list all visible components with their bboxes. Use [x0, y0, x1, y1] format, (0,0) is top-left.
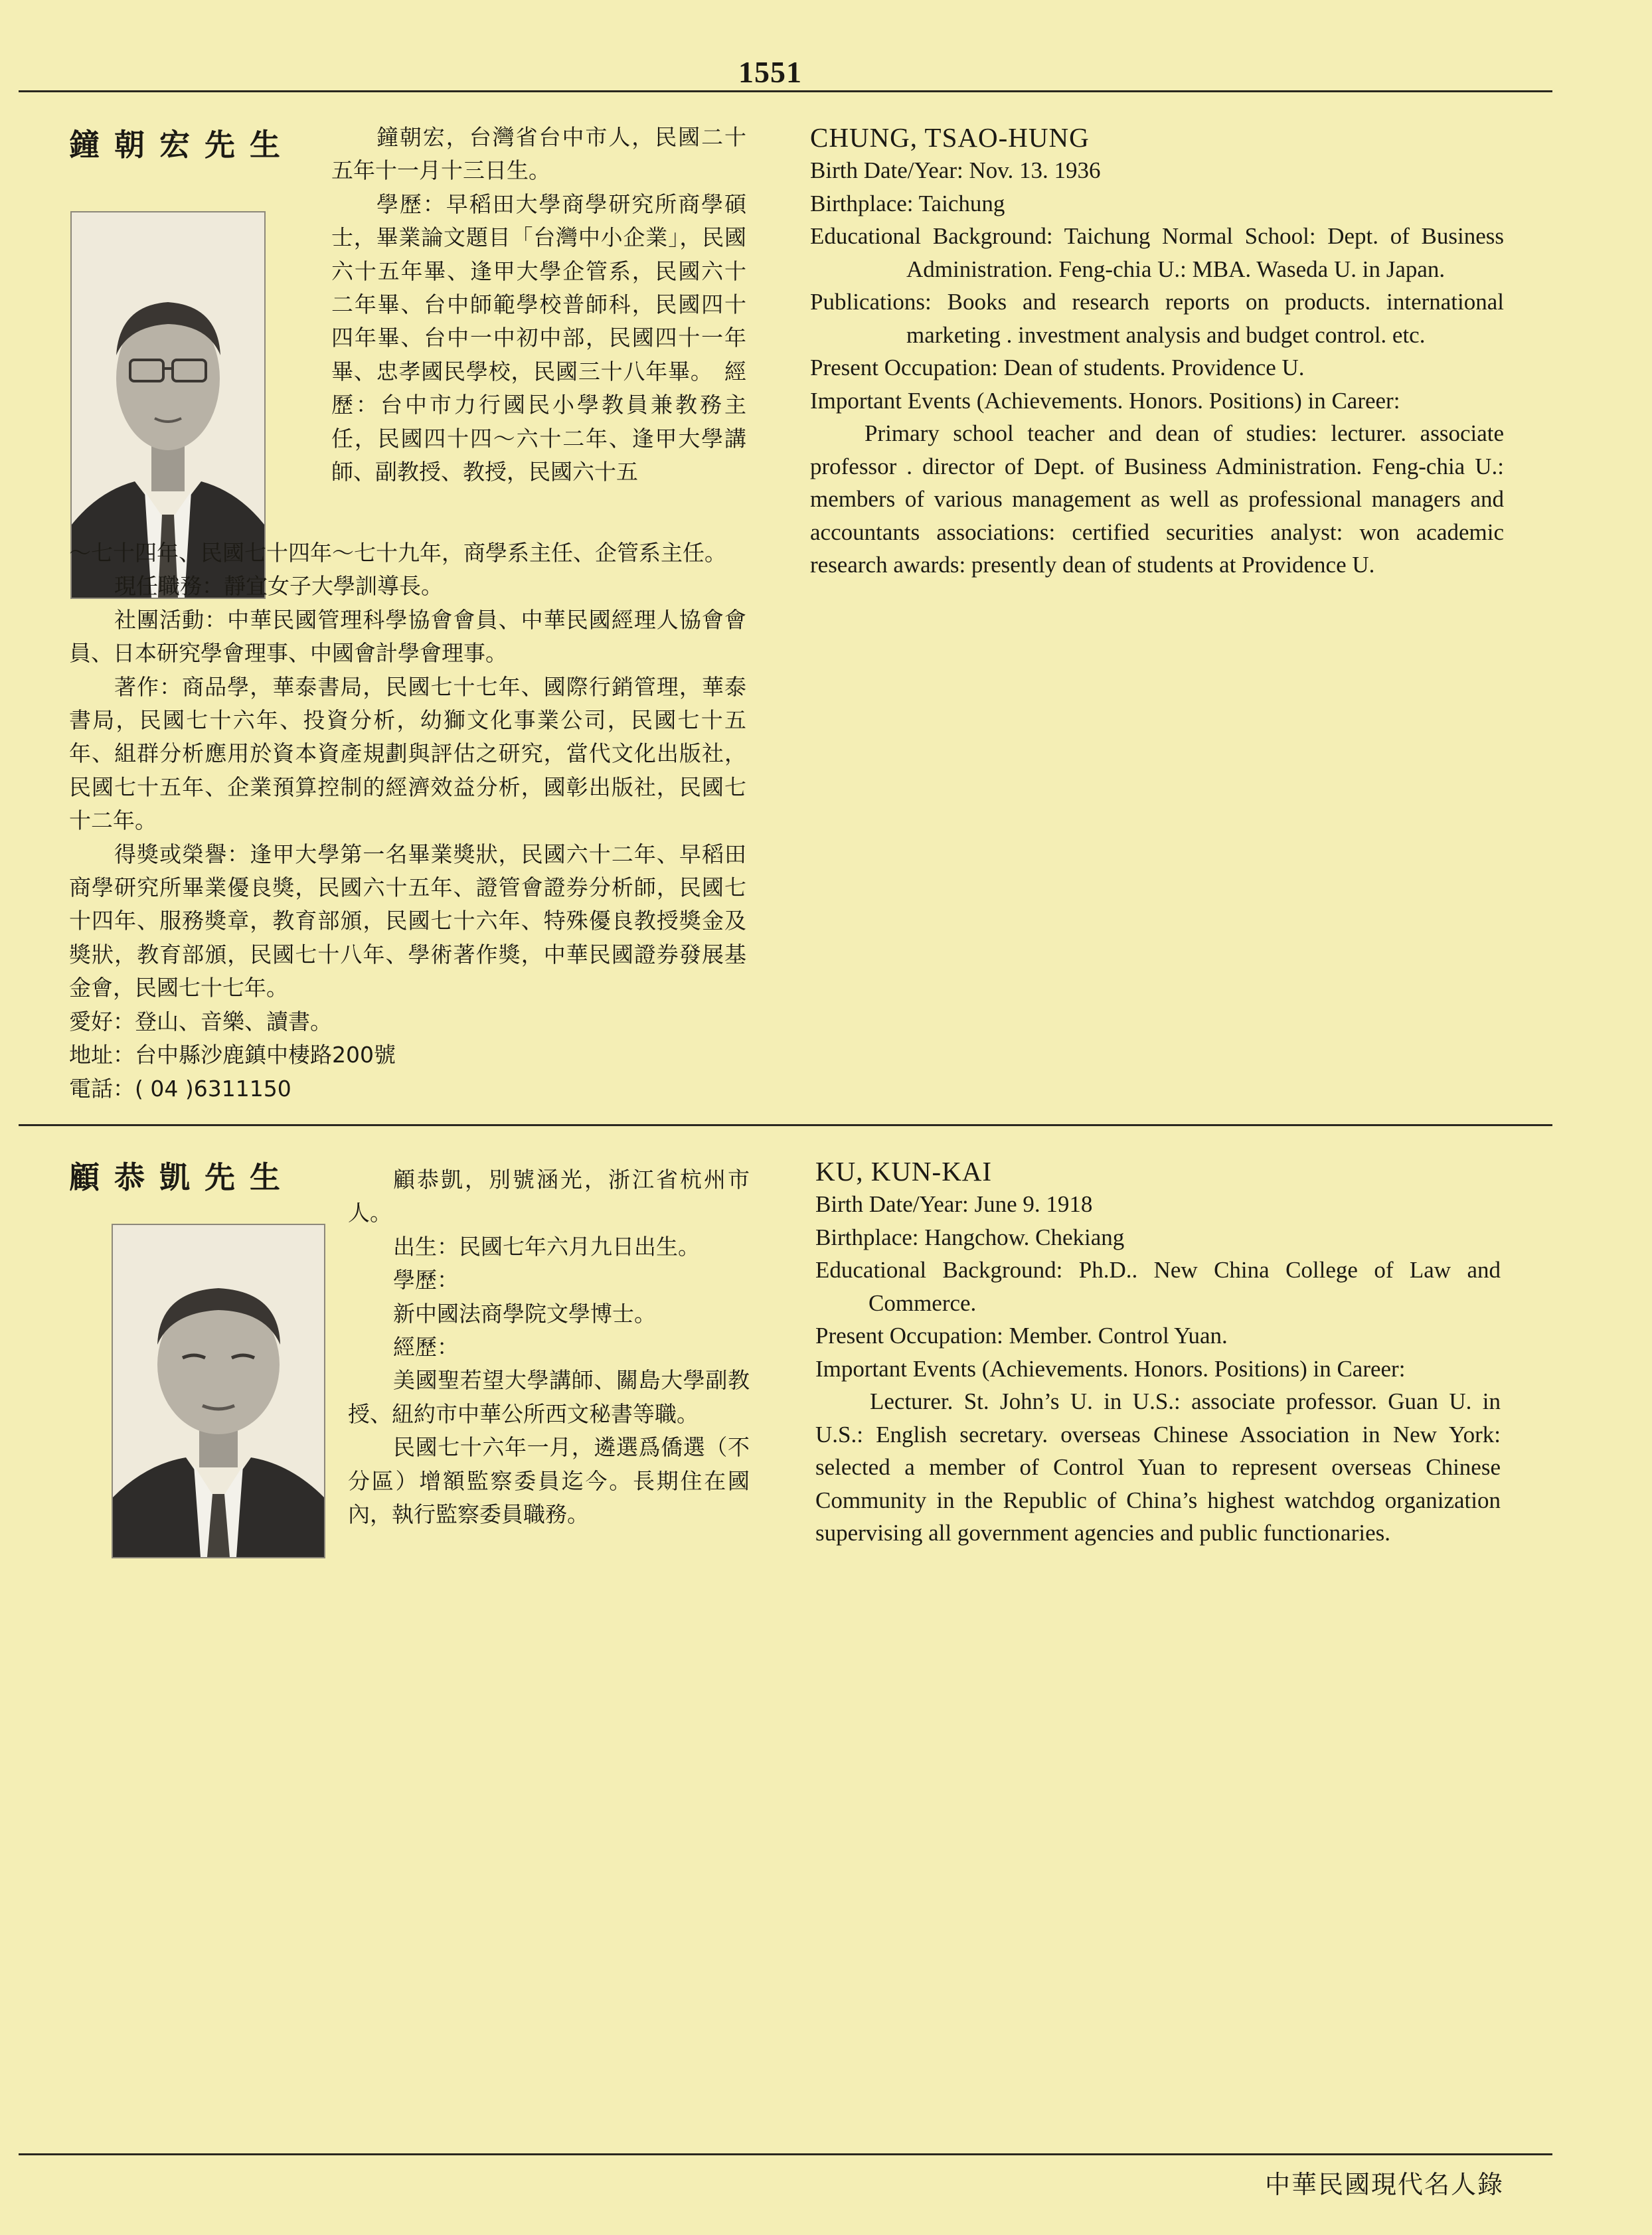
- chinese-paragraph: 顧恭凱，別號涵光，浙江省杭州市人。: [348, 1167, 750, 1226]
- chinese-paragraph: 愛好：登山、音樂、讀書。: [69, 1008, 332, 1035]
- chinese-paragraph: 美國聖若望大學講師、關島大學副教授、紐約市中華公所西文秘書等職。: [348, 1367, 750, 1427]
- entry-divider: [19, 1124, 1552, 1126]
- book-title-footer: 中華民國現代名人錄: [1264, 2170, 1504, 2199]
- page-number: 1551: [738, 55, 802, 89]
- english-field: Present Occupation: Dean of students. Providence U.: [810, 355, 1305, 380]
- chinese-bio-intro: [331, 121, 746, 489]
- biography-entry: [0, 1145, 1652, 1610]
- english-field: Present Occupation: Member. Control Yuan.: [815, 1323, 1228, 1349]
- chinese-name: 顧恭凱先生: [69, 1159, 295, 1195]
- chinese-paragraph: 現任職務：靜宜女子大學訓導長。: [114, 573, 443, 600]
- chinese-paragraph: 民國七十六年一月，遴選爲僑選（不分區）增額監察委員迄今。長期住在國內，執行監察委員職務。: [348, 1434, 750, 1528]
- chinese-paragraph: 經歷：: [393, 1334, 459, 1361]
- bottom-rule: [19, 2153, 1552, 2155]
- chinese-bio-intro: [348, 1163, 750, 1531]
- english-field: Educational Background: Taichung Normal School: Dept. of Business Administration. Feng-chia U.: MBA. Waseda U. in Japan.: [810, 223, 1504, 282]
- english-column: [810, 121, 1504, 582]
- chinese-paragraph: ～七十四年、民國七十四年～七十九年，商學系主任、企管系主任。: [69, 540, 726, 566]
- chinese-paragraph: 學歷：早稻田大學商學研究所商學碩士，畢業論文題目「台灣中小企業」，民國六十五年畢、逢甲大學企管系，民國六十二年畢、台中師範學校普師科，民國四十四年畢、台中一中初中部，民國四十一年畢、忠孝國民學校，民國三十八年畢。 經歷：台中市力行國民小學教員兼教務主任，民國四十四～六十二年、逢甲大學講師、副教授、教授，民國六十五: [331, 191, 746, 485]
- english-name: KU, KUN-KAI: [815, 1156, 993, 1187]
- english-field: Birthplace: Hangchow. Chekiang: [815, 1224, 1125, 1250]
- english-career-paragraph: Primary school teacher and dean of studies: lecturer. associate professor . director of Dept. of Business Administration. Feng-chia U.: members of various management as well as professional managers and accountants associations: certified securities analyst: won academic research awards: presently dean of students at Providence U.: [810, 420, 1504, 578]
- english-name: CHUNG, TSAO-HUNG: [810, 122, 1090, 153]
- chinese-paragraph: 出生：民國七年六月九日出生。: [393, 1233, 700, 1260]
- english-field: Birthplace: Taichung: [810, 190, 1005, 216]
- biography-entry: [0, 113, 1652, 1122]
- english-field: Birth Date/Year: June 9. 1918: [815, 1191, 1093, 1217]
- chinese-paragraph: 地址：台中縣沙鹿鎮中棲路200號: [69, 1042, 396, 1068]
- chinese-paragraph: 新中國法商學院文學博士。: [393, 1300, 656, 1327]
- english-field: Important Events (Achievements. Honors. Positions) in Career:: [815, 1355, 1406, 1382]
- chinese-name: 鐘朝宏先生: [69, 127, 295, 163]
- english-field: Publications: Books and research reports on products. international marketing . investment analysis and budget control. etc.: [810, 289, 1504, 348]
- english-field: Birth Date/Year: Nov. 13. 1936: [810, 157, 1101, 183]
- chinese-bio-body: [69, 537, 746, 1106]
- english-field: Important Events (Achievements. Honors. Positions) in Career:: [810, 387, 1400, 414]
- portrait-photo: [112, 1224, 325, 1558]
- chinese-paragraph: 鐘朝宏，台灣省台中市人，民國二十五年十一月十三日生。: [331, 124, 746, 184]
- chinese-paragraph: 得獎或榮譽：逢甲大學第一名畢業獎狀，民國六十二年、早稻田商學研究所畢業優良獎，民國六十五年、證管會證券分析師，民國七十四年、服務獎章，教育部頒，民國七十六年、特殊優良教授獎金及獎狀，教育部頒，民國七十八年、學術著作獎，中華民國證券發展基金會，民國七十七年。: [69, 841, 746, 1001]
- chinese-paragraph: 電話：( 04 )6311150: [69, 1075, 291, 1102]
- chinese-paragraph: 著作：商品學，華泰書局，民國七十七年、國際行銷管理，華泰書局，民國七十六年、投資分析，幼獅文化事業公司，民國七十五年、組群分析應用於資本資產規劃與評估之研究，當代文化出版社，民國七十五年、企業預算控制的經濟效益分析，國彰出版社，民國七十二年。: [69, 673, 746, 834]
- chinese-paragraph: 社團活動：中華民國管理科學協會會員、中華民國經理人協會會員、日本研究學會理事、中國會計學會理事。: [69, 606, 746, 667]
- chinese-paragraph: 學歷：: [393, 1267, 459, 1293]
- english-career-paragraph: Lecturer. St. John’s U. in U.S.: associate professor. Guan U. in U.S.: English secretary. overseas Chinese Association in New York: selected a member of Control Yuan to represent overseas Chinese Community in the Republic of China’s highest watchdog organization supervising all government agencies and public functionaries.: [815, 1388, 1501, 1546]
- english-field: Educational Background: Ph.D.. New China College of Law and Commerce.: [815, 1257, 1501, 1316]
- english-column: [815, 1155, 1501, 1550]
- top-rule: [19, 90, 1552, 92]
